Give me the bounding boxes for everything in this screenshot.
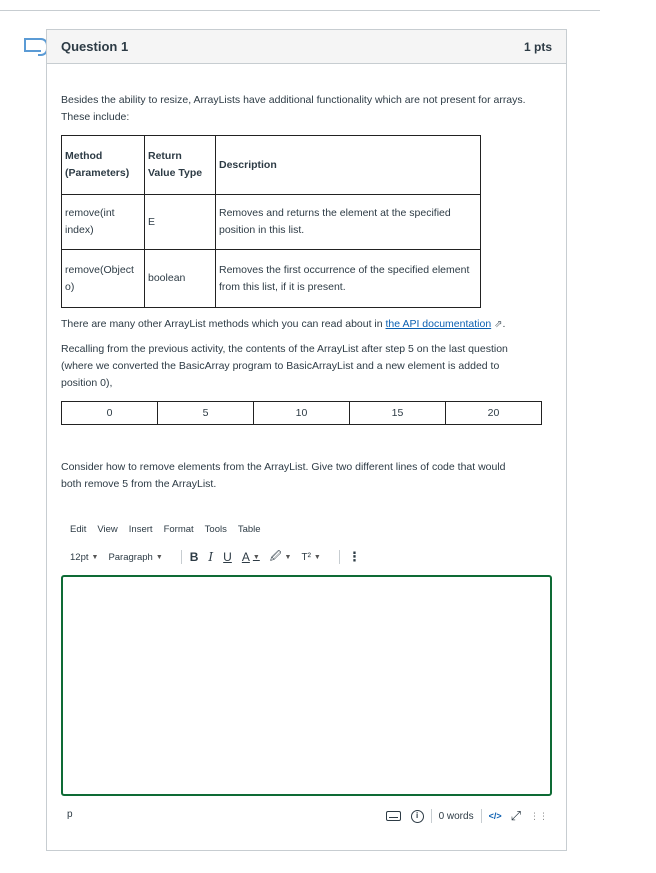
api-note-end: . bbox=[502, 318, 506, 330]
header-method: Method (Parameters) bbox=[62, 136, 145, 195]
question-header bbox=[47, 30, 566, 64]
italic-button[interactable]: I bbox=[208, 550, 214, 564]
recall-line-2: (where we converted the BasicArray program to BasicArrayList and a new element is added to bbox=[61, 360, 500, 372]
cell-return-type: boolean bbox=[145, 250, 216, 308]
bold-button[interactable]: B bbox=[189, 550, 199, 564]
api-note bbox=[61, 316, 505, 333]
more-options-button[interactable]: ⋮ bbox=[347, 549, 361, 564]
array-row bbox=[62, 402, 542, 425]
cell-method: remove(int index) bbox=[62, 195, 145, 250]
statusbar-separator bbox=[431, 809, 432, 823]
font-color-button[interactable] bbox=[242, 550, 260, 564]
cell-description: Removes the first occurrence of the specified element from this list, if it is present. bbox=[216, 250, 481, 308]
editor-menubar bbox=[70, 524, 261, 535]
arraylist-contents bbox=[61, 401, 542, 425]
intro-line-2: These include: bbox=[61, 111, 130, 123]
table-header-row bbox=[62, 136, 481, 195]
top-divider bbox=[0, 10, 600, 11]
cell-description: Removes and returns the element at the specified position in this list. bbox=[216, 195, 481, 250]
table-row bbox=[62, 250, 481, 308]
font-color-icon: A bbox=[241, 550, 250, 564]
highlight-icon: 🖉 bbox=[269, 550, 282, 563]
prompt-line-1: Consider how to remove elements from the ArrayList. Give two different lines of code that would bbox=[61, 461, 506, 473]
fullscreen-icon[interactable]: ⤢ bbox=[510, 808, 521, 823]
question-points: 1 pts bbox=[523, 39, 552, 54]
methods-table bbox=[61, 135, 481, 308]
api-note-text: There are many other ArrayList methods which you can read about in bbox=[61, 318, 386, 330]
statusbar-separator bbox=[481, 809, 482, 823]
recall-line-1: Recalling from the previous activity, the contents of the ArrayList after step 5 on the last question bbox=[61, 343, 508, 355]
menu-tools[interactable]: Tools bbox=[204, 524, 227, 535]
menu-format[interactable]: Format bbox=[163, 524, 194, 535]
array-cell: 5 bbox=[158, 402, 254, 425]
header-return-type: Return Value Type bbox=[145, 136, 216, 195]
flag-question-icon[interactable] bbox=[24, 38, 41, 52]
editor-statusbar bbox=[61, 806, 552, 826]
prompt-line-2: both remove 5 from the ArrayList. bbox=[61, 478, 217, 490]
answer-editor[interactable] bbox=[61, 575, 552, 796]
cell-method: remove(Object o) bbox=[62, 250, 145, 308]
chevron-down-icon: ▼ bbox=[252, 553, 260, 561]
intro-line-1: Besides the ability to resize, ArrayLists have additional functionality which are not present for arrays. bbox=[61, 94, 526, 106]
recall-text bbox=[61, 341, 508, 392]
menu-insert[interactable]: Insert bbox=[128, 524, 153, 535]
resize-handle-icon[interactable]: ⋮⋮ bbox=[530, 810, 548, 821]
font-size-value: 12pt bbox=[70, 551, 89, 563]
header-description: Description bbox=[216, 136, 481, 195]
word-count[interactable]: 0 words bbox=[438, 810, 474, 822]
question-title: Question 1 bbox=[61, 39, 129, 54]
intro-text bbox=[61, 92, 526, 126]
keyboard-icon[interactable] bbox=[386, 811, 401, 821]
underline-button[interactable]: U bbox=[223, 550, 232, 564]
superscript-icon: T² bbox=[301, 551, 311, 563]
menu-edit[interactable]: Edit bbox=[70, 524, 87, 535]
statusbar-actions bbox=[386, 806, 548, 826]
prompt-text bbox=[61, 459, 506, 493]
array-cell: 15 bbox=[350, 402, 446, 425]
block-format-value: Paragraph bbox=[108, 551, 153, 563]
superscript-button[interactable] bbox=[301, 552, 320, 563]
editor-toolbar bbox=[70, 549, 371, 565]
api-documentation-link[interactable]: the API documentation bbox=[385, 318, 492, 330]
array-cell: 0 bbox=[62, 402, 158, 425]
block-format-select[interactable] bbox=[108, 552, 162, 563]
highlight-button[interactable] bbox=[270, 548, 292, 567]
recall-line-3: position 0), bbox=[61, 377, 113, 389]
cell-return-type: E bbox=[145, 195, 216, 250]
array-cell: 10 bbox=[254, 402, 350, 425]
chevron-down-icon: ▼ bbox=[91, 553, 99, 561]
external-link-icon: ⇗ bbox=[494, 319, 503, 330]
accessibility-icon[interactable]: i bbox=[411, 810, 424, 823]
html-editor-toggle[interactable]: </> bbox=[488, 811, 502, 821]
toolbar-separator bbox=[339, 550, 340, 564]
chevron-down-icon: ▼ bbox=[313, 553, 321, 561]
menu-table[interactable]: Table bbox=[237, 524, 261, 535]
chevron-down-icon: ▼ bbox=[284, 553, 292, 561]
chevron-down-icon: ▼ bbox=[155, 553, 163, 561]
toolbar-separator bbox=[181, 550, 182, 564]
element-path[interactable]: p bbox=[67, 809, 73, 820]
array-cell: 20 bbox=[446, 402, 542, 425]
font-size-select[interactable] bbox=[70, 552, 98, 563]
table-row bbox=[62, 195, 481, 250]
menu-view[interactable]: View bbox=[97, 524, 118, 535]
